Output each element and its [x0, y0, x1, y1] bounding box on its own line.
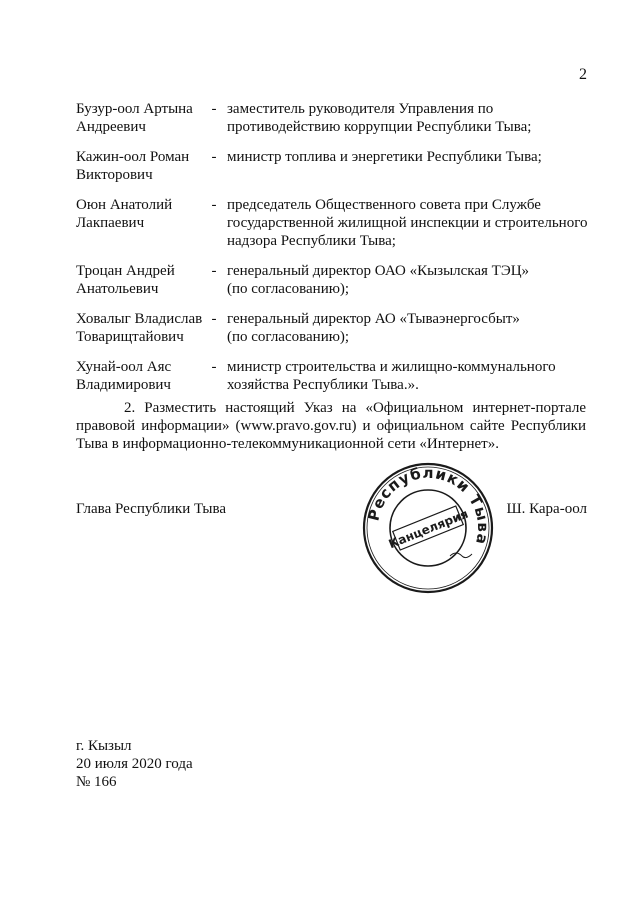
paragraph-line: Тыва в информационно-телекоммуникационной сети «Интернет».	[76, 436, 499, 452]
member-position-line: министр топлива и энергетики Республики Тыва;	[227, 149, 542, 165]
official-seal-stamp	[360, 460, 496, 596]
member-position-line: генеральный директор ОАО «Кызылская ТЭЦ»	[227, 263, 530, 279]
list-item	[76, 148, 586, 184]
seal-center-text: Канцелярия	[386, 506, 471, 552]
member-name	[76, 310, 204, 346]
member-name-line: Андреевич	[76, 119, 146, 135]
decree-number: № 166	[76, 774, 117, 790]
member-name	[76, 358, 204, 394]
member-position-line: заместитель руководителя Управления по	[227, 101, 494, 117]
signatory-position: Глава Республики Тыва	[76, 501, 227, 517]
member-name-line: Троцан Андрей	[76, 263, 175, 279]
paragraph-line: 2. Разместить настоящий Указ на «Официальном интернет-портале	[124, 400, 586, 416]
member-position-line: хозяйства Республики Тыва.».	[227, 377, 419, 393]
member-name	[76, 148, 204, 184]
list-item	[76, 310, 586, 346]
member-name-line: Владимирович	[76, 377, 171, 393]
member-position	[224, 100, 586, 136]
member-position-line: министр строительства и жилищно-коммунального	[227, 359, 556, 375]
member-name-line: Анатольевич	[76, 281, 159, 297]
member-name	[76, 262, 204, 298]
dash-separator: -	[211, 149, 217, 165]
document-footer	[76, 737, 193, 791]
member-name-line: Лакпаевич	[76, 215, 145, 231]
dash-separator: -	[211, 359, 217, 375]
list-item	[76, 358, 586, 394]
member-name	[76, 100, 204, 136]
member-position-line: председатель Общественного совета при Службе	[227, 197, 541, 213]
member-position-line: (по согласованию);	[227, 329, 350, 345]
member-name-line: Товарищтайович	[76, 329, 184, 345]
member-position-line: государственной жилищной инспекции и строительного	[227, 215, 588, 231]
member-position	[224, 196, 587, 250]
signatory-name: Ш. Кара-оол	[506, 501, 587, 517]
paragraph-line: правовой информации» (www.pravo.gov.ru) и официальном сайте Республики	[76, 418, 586, 434]
dash-separator: -	[211, 197, 217, 213]
member-position	[224, 148, 586, 166]
member-position-line: надзора Республики Тыва;	[227, 233, 396, 249]
member-position	[224, 358, 586, 394]
member-name-line: Оюн Анатолий	[76, 197, 173, 213]
page-number: 2	[579, 66, 587, 83]
member-position	[224, 310, 586, 346]
dash-separator: -	[211, 101, 217, 117]
dash-separator: -	[211, 311, 217, 327]
seal-outer-text: Республики Тыва	[364, 463, 493, 547]
member-name-line: Ховалыг Владислав	[76, 311, 203, 327]
list-item	[76, 262, 586, 298]
issue-city: г. Кызыл	[76, 738, 132, 754]
member-position-line: (по согласованию);	[227, 281, 350, 297]
member-name-line: Викторович	[76, 167, 153, 183]
list-item	[76, 100, 586, 136]
member-position	[224, 262, 586, 298]
commission-members-list	[76, 100, 586, 406]
list-item	[76, 196, 586, 250]
dash-separator: -	[211, 263, 217, 279]
member-position-line: противодействию коррупции Республики Тыва;	[227, 119, 532, 135]
member-name-line: Бузур-оол Артына	[76, 101, 193, 117]
member-name-line: Хунай-оол Аяс	[76, 359, 172, 375]
member-name-line: Кажин-оол Роман	[76, 149, 190, 165]
issue-date: 20 июля 2020 года	[76, 756, 193, 772]
member-position-line: генеральный директор АО «Тываэнергосбыт»	[227, 311, 520, 327]
publication-paragraph	[76, 399, 586, 453]
member-name	[76, 196, 204, 232]
